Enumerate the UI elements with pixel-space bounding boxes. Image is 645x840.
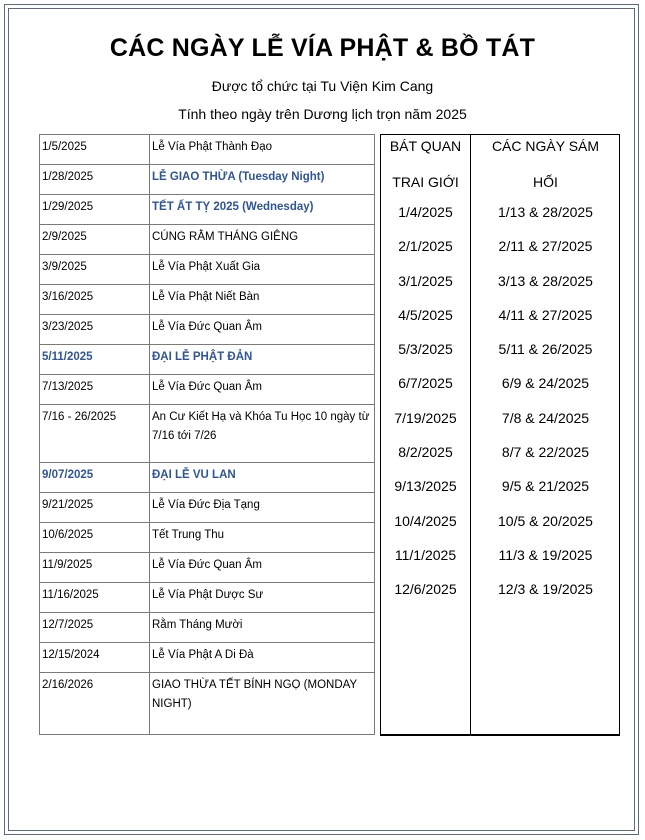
event-name: Lễ Vía Phật Xuất Gia — [150, 255, 375, 285]
event-date: 12/15/2024 — [40, 643, 150, 673]
sam-hoi-date: 1/13 & 28/2025 — [498, 204, 593, 220]
event-name: Lễ Vía Đức Quan Âm — [150, 315, 375, 345]
sam-hoi-header-line2: HỐI — [533, 174, 558, 190]
bat-quan-header-line2: TRAI GIỚI — [392, 174, 459, 190]
events-table — [39, 134, 375, 735]
event-date: 3/23/2025 — [40, 315, 150, 345]
event-name: LỄ GIAO THỪA (Tuesday Night) — [150, 165, 375, 195]
event-name: ĐẠI LỄ PHẬT ĐẢN — [150, 345, 375, 375]
sam-hoi-date: 6/9 & 24/2025 — [501, 375, 590, 392]
event-date: 2/9/2025 — [40, 225, 150, 255]
subtitle-calendar-note: Tính theo ngày trên Dương lịch trọn năm 2025 — [178, 106, 467, 122]
table-row — [40, 493, 375, 523]
bat-quan-date: 4/5/2025 — [398, 306, 453, 323]
table-row — [40, 315, 375, 345]
event-name: Lễ Vía Phật Dược Sư — [150, 583, 375, 613]
event-date: 5/11/2025 — [40, 345, 150, 375]
table-row — [40, 195, 375, 225]
bat-quan-date: 2/1/2025 — [398, 238, 453, 255]
bat-quan-date: 10/4/2025 — [394, 512, 457, 529]
sam-hoi-date: 3/13 & 28/2025 — [498, 272, 593, 289]
event-date: 11/9/2025 — [40, 553, 150, 583]
event-name: An Cư Kiết Hạ và Khóa Tu Học 10 ngày từ 7/16 tới 7/26 — [150, 405, 375, 463]
bat-quan-date: 3/1/2025 — [398, 272, 453, 289]
event-date: 2/16/2026 — [40, 673, 150, 735]
sam-hoi-date: 7/8 & 24/2025 — [501, 409, 590, 426]
event-name: CÚNG RẰM THÁNG GIÊNG — [150, 225, 375, 255]
table-row — [40, 255, 375, 285]
sam-hoi-date: 2/11 & 27/2025 — [498, 238, 593, 255]
sam-hoi-date: 12/3 & 19/2025 — [498, 581, 593, 598]
sam-hoi-date: 11/3 & 19/2025 — [498, 546, 593, 563]
bat-quan-date: 11/1/2025 — [394, 546, 457, 563]
event-date: 1/28/2025 — [40, 165, 150, 195]
table-row — [40, 375, 375, 405]
page-title: CÁC NGÀY LỄ VÍA PHẬT & BỒ TÁT — [109, 34, 536, 62]
table-row — [40, 523, 375, 553]
event-date: 1/5/2025 — [40, 135, 150, 165]
subtitle-location: Được tổ chức tại Tu Viện Kim Cang — [211, 78, 434, 94]
table-row — [40, 285, 375, 315]
table-row — [40, 583, 375, 613]
table-row — [40, 405, 375, 463]
sam-hoi-date: 10/5 & 20/2025 — [498, 512, 593, 529]
bat-quan-date: 5/3/2025 — [398, 341, 453, 358]
table-row — [40, 225, 375, 255]
bat-quan-column — [381, 134, 470, 607]
table-row — [40, 643, 375, 673]
bat-quan-date: 12/6/2025 — [394, 581, 457, 598]
bat-quan-date: 6/7/2025 — [398, 375, 453, 392]
event-name: ĐẠI LỄ VU LAN — [150, 463, 375, 493]
table-row — [40, 345, 375, 375]
event-name: Lễ Vía Phật Niết Bàn — [150, 285, 375, 315]
event-name: Rằm Tháng Mười — [150, 613, 375, 643]
bat-quan-date: 8/2/2025 — [398, 444, 453, 461]
event-date: 3/16/2025 — [40, 285, 150, 315]
table-row — [40, 135, 375, 165]
table-row — [40, 165, 375, 195]
event-name: Lễ Vía Đức Địa Tạng — [150, 493, 375, 523]
bat-quan-date: 9/13/2025 — [394, 478, 457, 495]
event-name: Lễ Vía Phật Thành Đạo — [150, 135, 375, 165]
event-date: 9/21/2025 — [40, 493, 150, 523]
table-row — [40, 673, 375, 735]
event-date: 12/7/2025 — [40, 613, 150, 643]
event-date: 7/16 - 26/2025 — [40, 405, 150, 463]
sam-hoi-date: 8/7 & 22/2025 — [501, 444, 590, 461]
sam-hoi-header-line1: CÁC NGÀY SÁM — [491, 138, 600, 154]
event-name: GIAO THỪA TẾT BÍNH NGỌ (MONDAY NIGHT) — [150, 673, 375, 735]
table-row — [40, 463, 375, 493]
sam-hoi-date: 5/11 & 26/2025 — [498, 341, 593, 358]
event-date: 11/16/2025 — [40, 583, 150, 613]
sam-hoi-date: 4/11 & 27/2025 — [498, 306, 593, 323]
sam-hoi-column — [471, 134, 620, 607]
sam-hoi-date: 9/5 & 21/2025 — [501, 478, 590, 495]
event-name: TẾT ẤT TỴ 2025 (Wednesday) — [150, 195, 375, 225]
event-date: 7/13/2025 — [40, 375, 150, 405]
observance-table-bottom-rule — [380, 734, 620, 736]
bat-quan-date: 1/4/2025 — [398, 204, 453, 220]
table-row — [40, 613, 375, 643]
bat-quan-date: 7/19/2025 — [394, 409, 457, 426]
bat-quan-header-line1: BÁT QUAN — [389, 138, 462, 154]
event-date: 9/07/2025 — [40, 463, 150, 493]
table-row — [40, 553, 375, 583]
event-date: 1/29/2025 — [40, 195, 150, 225]
event-name: Lễ Vía Đức Quan Âm — [150, 553, 375, 583]
event-date: 10/6/2025 — [40, 523, 150, 553]
event-name: Lễ Vía Phật A Di Đà — [150, 643, 375, 673]
event-name: Lễ Vía Đức Quan Âm — [150, 375, 375, 405]
event-name: Tết Trung Thu — [150, 523, 375, 553]
event-date: 3/9/2025 — [40, 255, 150, 285]
